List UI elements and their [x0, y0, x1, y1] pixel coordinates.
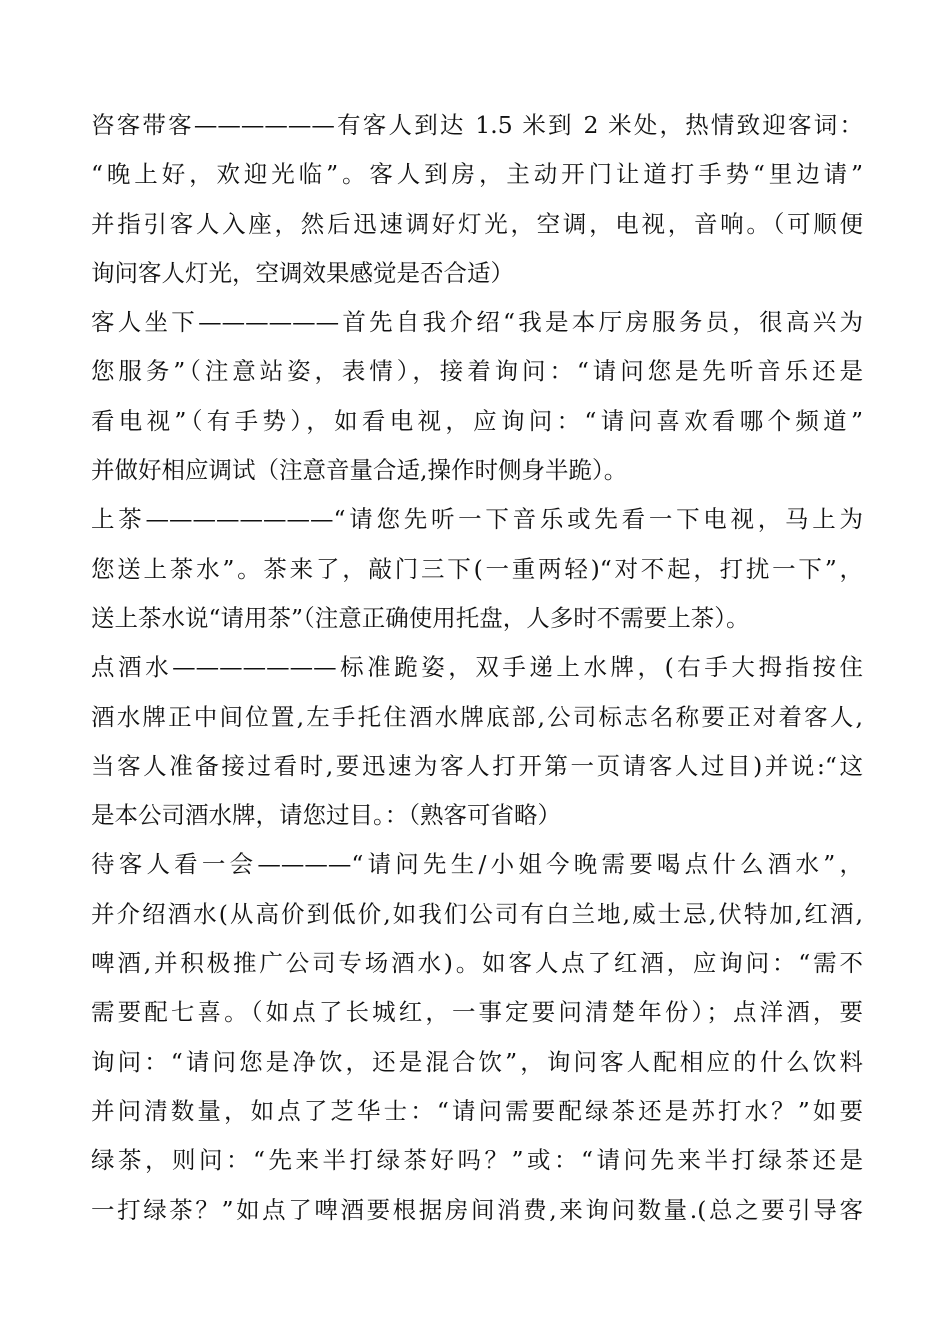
- text-line: 咨客带客——————有客人到达 1.5 米到 2 米处，热情致迎客词：: [91, 111, 863, 139]
- text-line: 送上茶水说“请用茶”（注意正确使用托盘，人多时不需要上茶）。: [91, 603, 750, 632]
- text-line: 当客人准备接过看时,要迅速为客人打开第一页请客人过目)并说:“这: [91, 751, 863, 780]
- text-line: 是本公司酒水牌，请您过目。：（熟客可省略）: [91, 801, 561, 830]
- text-line: 看电视”（有手势），如看电视，应询问：“请问喜欢看哪个频道”: [91, 406, 863, 435]
- text-line: 需要配七喜。（如点了长城红，一事定要问清楚年份）；点洋酒，要: [91, 998, 863, 1027]
- text-line: “晚上好，欢迎光临”。客人到房，主动开门让道打手势“里边请”: [91, 160, 863, 189]
- text-line: 酒水牌正中间位置,左手托住酒水牌底部,公司标志名称要正对着客人,: [91, 702, 863, 731]
- text-line: 客人坐下——————首先自我介绍“我是本厅房服务员，很高兴为: [91, 308, 863, 337]
- text-line: 并指引客人入座，然后迅速调好灯光，空调，电视，音响。（可顺便: [91, 209, 863, 238]
- text-line: 待客人看一会————“请问先生/小姐今晚需要喝点什么酒水”，: [91, 850, 863, 879]
- text-line: 您送上茶水”。茶来了，敲门三下(一重两轻)“对不起，打扰一下”，: [91, 554, 863, 583]
- text-line: 询问客人灯光，空调效果感觉是否合适）: [91, 258, 514, 287]
- text-line: 啤酒,并积极推广公司专场酒水)。如客人点了红酒，应询问：“需不: [91, 949, 863, 978]
- text-line: 上茶————————“请您先听一下音乐或先看一下电视，马上为: [91, 505, 863, 534]
- text-line: 您服务”（注意站姿，表情），接着询问：“请问您是先听音乐还是: [91, 357, 863, 386]
- text-line: 点酒水———————标准跪姿，双手递上水牌，(右手大拇指按住: [91, 653, 863, 682]
- text-line: 绿茶，则问：“先来半打绿茶好吗？”或：“请问先来半打绿茶还是: [91, 1146, 863, 1175]
- document-body: [91, 101, 863, 1235]
- text-line: 并问清数量，如点了芝华士：“请问需要配绿茶还是苏打水？”如要: [91, 1096, 863, 1125]
- text-line: 一打绿茶？”如点了啤酒要根据房间消费,来询问数量.(总之要引导客: [91, 1195, 863, 1224]
- text-line: 并做好相应调试（注意音量合适,操作时侧身半跪）。: [91, 456, 628, 485]
- text-line: 询问：“请问您是净饮，还是混合饮”，询问客人配相应的什么饮料: [91, 1047, 863, 1076]
- text-line: 并介绍酒水(从高价到低价,如我们公司有白兰地,威士忌,伏特加,红酒,: [91, 899, 863, 928]
